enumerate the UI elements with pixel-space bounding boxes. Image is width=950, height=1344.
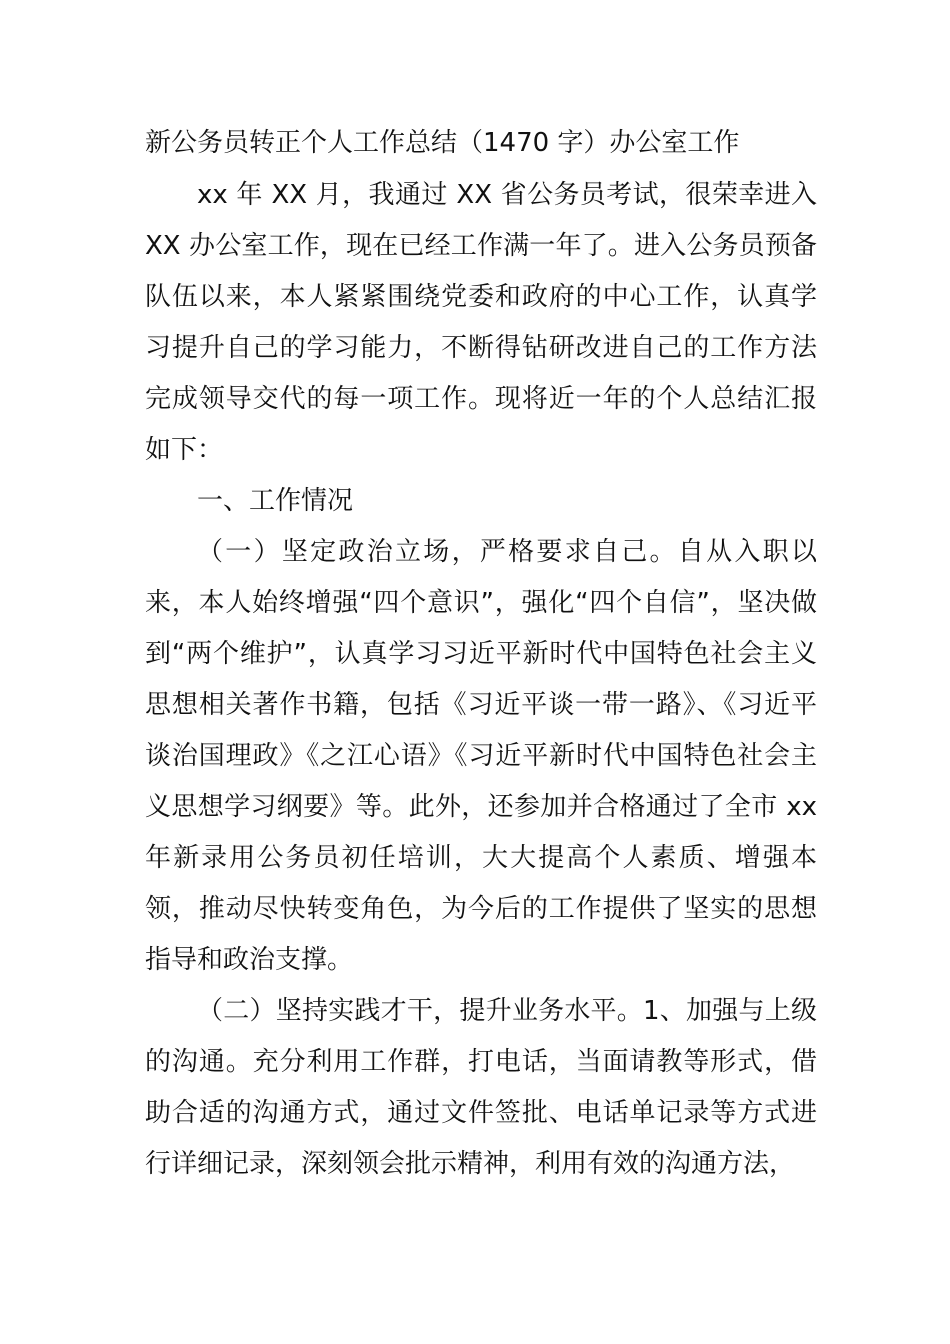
document-body (145, 118, 817, 1190)
paragraph-practice-skills: （二）坚持实践才干，提升业务水平。1、加强与上级的沟通。充分利用工作群，打电话，当面请教等形式，借助合适的沟通方式，通过文件签批、电话单记录等方式进行详细记录，深刻领会批示精神，利用有效的沟通方法， (145, 996, 817, 1179)
intro-paragraph: xx 年 XX 月，我通过 XX 省公务员考试，很荣幸进入 XX 办公室工作，现在已经工作满一年了。进入公务员预备队伍以来，本人紧紧围绕党委和政府的中心工作，认真学习提升自己的学习能力，不断得钻研改进自己的工作方法完成领导交代的每一项工作。现将近一年的个人总结汇报如下： (145, 180, 817, 465)
document-title: 新公务员转正个人工作总结（1470 字）办公室工作 (145, 128, 740, 158)
section-heading-work-status: 一、工作情况 (197, 486, 354, 516)
paragraph-political-stance: （一）坚定政治立场，严格要求自己。自从入职以来，本人始终增强“四个意识”，强化“四个自信”，坚决做到“两个维护”，认真学习习近平新时代中国特色社会主义思想相关著作书籍，包括《习近平谈一带一路》、《习近平谈治国理政》《之江心语》《习近平新时代中国特色社会主义思想学习纲要》等。此外，还参加并合格通过了全市 xx 年新录用公务员初任培训，大大提高个人素质、增强本领，推动尽快转变角色，为今后的工作提供了坚实的思想指导和政治支撑。 (145, 537, 817, 975)
